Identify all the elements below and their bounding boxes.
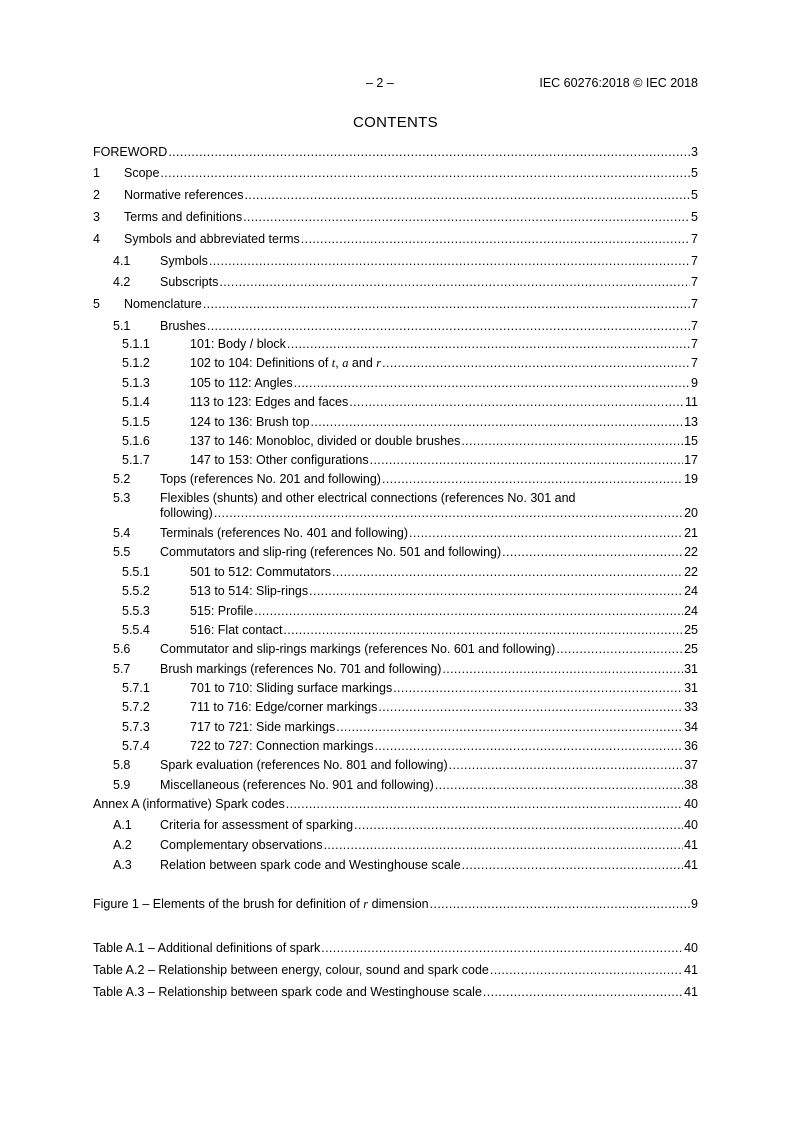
toc-page-number: 22 <box>684 565 698 579</box>
toc-title-part: dimension <box>368 897 429 911</box>
dot-leader <box>245 188 691 202</box>
toc-entry[interactable] <box>93 275 698 292</box>
toc-page-number: 13 <box>684 415 698 429</box>
dot-leader <box>214 506 683 520</box>
toc-page-number: 7 <box>691 319 698 333</box>
toc-page-number: 7 <box>691 275 698 289</box>
toc-number: 5 <box>93 297 100 311</box>
dot-leader <box>207 319 690 333</box>
toc-title-part: , <box>335 356 343 370</box>
toc-title: 137 to 146: Monobloc, divided or double brushes <box>190 434 461 448</box>
toc-page-number: 25 <box>684 623 698 637</box>
table-entry[interactable] <box>93 985 698 1002</box>
dot-leader <box>435 778 683 792</box>
toc-page-number: 11 <box>685 395 698 409</box>
toc-entry[interactable] <box>93 337 698 354</box>
toc-title: Terms and definitions <box>124 210 243 224</box>
toc-number: A.2 <box>113 838 132 852</box>
toc-entry[interactable] <box>93 188 698 205</box>
toc-entry[interactable] <box>93 145 698 162</box>
toc-entry[interactable] <box>93 858 698 875</box>
toc-entry[interactable] <box>93 623 698 640</box>
dot-leader <box>483 985 683 999</box>
toc-number: 5.5.4 <box>122 623 150 637</box>
toc-entry[interactable] <box>93 356 698 373</box>
toc-page-number: 5 <box>691 188 698 202</box>
dot-leader <box>287 337 690 351</box>
toc-page-number: 7 <box>691 232 698 246</box>
toc-page-number: 15 <box>684 434 698 448</box>
toc-title: Complementary observations <box>160 838 323 852</box>
toc-number: 5.1.2 <box>122 356 150 370</box>
toc-number: 5.5.3 <box>122 604 150 618</box>
toc-entry[interactable] <box>93 838 698 855</box>
dot-leader <box>301 232 690 246</box>
table-entry[interactable] <box>93 941 698 958</box>
dot-leader <box>502 545 683 559</box>
toc-page-number: 25 <box>684 642 698 656</box>
toc-entry[interactable] <box>93 700 698 717</box>
toc-page-number: 22 <box>684 545 698 559</box>
toc-title: Commutators and slip-ring (references No. 501 and following) <box>160 545 502 559</box>
toc-title: Symbols <box>160 254 208 268</box>
toc-title: 516: Flat contact <box>190 623 283 637</box>
dot-leader <box>203 297 690 311</box>
toc-entry[interactable] <box>93 491 698 523</box>
toc-title: 124 to 136: Brush top <box>190 415 310 429</box>
dot-leader <box>324 838 684 852</box>
toc-number: 2 <box>93 188 100 202</box>
dot-leader <box>370 453 684 467</box>
toc-number: 5.1.6 <box>122 434 150 448</box>
toc-number: 5.5 <box>113 545 131 559</box>
toc-title: Brush markings (references No. 701 and following) <box>160 662 442 676</box>
toc-number: 5.7 <box>113 662 131 676</box>
toc-page-number: 17 <box>684 453 698 467</box>
page-title: CONTENTS <box>353 114 438 131</box>
toc-page-number: 31 <box>684 681 698 695</box>
italic-symbol: r <box>376 356 382 370</box>
toc-title: Symbols and abbreviated terms <box>124 232 300 246</box>
dot-leader <box>430 897 690 911</box>
toc-page-number: 7 <box>691 337 698 351</box>
toc-entry[interactable] <box>93 545 698 562</box>
toc-title: Flexibles (shunts) and other electrical connections (references No. 301 and <box>160 491 576 505</box>
toc-entry[interactable] <box>93 526 698 543</box>
toc-page-number: 9 <box>691 897 698 911</box>
dot-leader <box>219 275 690 289</box>
toc-title: 711 to 716: Edge/corner markings <box>190 700 378 714</box>
toc-page-number: 19 <box>684 472 698 486</box>
toc-page-number: 9 <box>691 376 698 390</box>
toc-entry[interactable] <box>93 720 698 737</box>
dot-leader <box>382 356 690 370</box>
dot-leader <box>286 797 683 811</box>
toc-title-continued: following) <box>160 506 213 520</box>
toc-title: Relation between spark code and Westinghouse scale <box>160 858 461 872</box>
toc-number: 5.1.4 <box>122 395 150 409</box>
toc-number: 5.9 <box>113 778 131 792</box>
toc-title-part: 102 to 104: Definitions of <box>190 356 332 370</box>
toc-entry[interactable] <box>93 642 698 659</box>
toc-title: Tops (references No. 201 and following) <box>160 472 381 486</box>
toc-entry[interactable] <box>93 297 698 314</box>
toc-page-number: 41 <box>684 963 698 977</box>
toc-entry[interactable] <box>93 797 698 814</box>
dot-leader <box>378 700 683 714</box>
toc-number: 4.1 <box>113 254 131 268</box>
toc-page-number: 40 <box>684 797 698 811</box>
toc-title: Normative references <box>124 188 244 202</box>
toc-title: Table A.1 – Additional definitions of spark <box>93 941 321 955</box>
toc-title: 147 to 153: Other configurations <box>190 453 369 467</box>
toc-number: 3 <box>93 210 100 224</box>
toc-number: 1 <box>93 166 100 180</box>
toc-entry[interactable] <box>93 584 698 601</box>
toc-number: 5.5.1 <box>122 565 150 579</box>
toc-number: 5.8 <box>113 758 131 772</box>
toc-number: 4.2 <box>113 275 131 289</box>
toc-number: 5.7.3 <box>122 720 150 734</box>
toc-page-number: 36 <box>684 739 698 753</box>
toc-title: Miscellaneous (references No. 901 and following) <box>160 778 434 792</box>
standard-reference: IEC 60276:2018 © IEC 2018 <box>539 76 698 90</box>
toc-number: 5.1 <box>113 319 131 333</box>
toc-entry[interactable] <box>93 166 698 183</box>
toc-page-number: 41 <box>684 858 698 872</box>
toc-title: Spark evaluation (references No. 801 and following) <box>160 758 448 772</box>
toc-page-number: 5 <box>691 210 698 224</box>
toc-entry[interactable] <box>93 758 698 775</box>
toc-entry[interactable] <box>93 395 698 412</box>
toc-title: Brushes <box>160 319 206 333</box>
italic-symbol: r <box>363 897 369 911</box>
dot-leader <box>442 662 683 676</box>
toc-number: 5.7.4 <box>122 739 150 753</box>
toc-title: Subscripts <box>160 275 219 289</box>
dot-leader <box>374 739 683 753</box>
toc-page-number: 7 <box>691 254 698 268</box>
toc-page-number: 24 <box>684 584 698 598</box>
toc-entry[interactable] <box>93 778 698 795</box>
dot-leader <box>336 720 683 734</box>
toc-number: A.1 <box>113 818 132 832</box>
dot-leader <box>449 758 683 772</box>
toc-title: 105 to 112: Angles <box>190 376 293 390</box>
toc-entry[interactable] <box>93 210 698 227</box>
dot-leader <box>462 858 683 872</box>
dot-leader <box>309 584 683 598</box>
toc-title <box>190 356 381 371</box>
table-entry[interactable] <box>93 963 698 980</box>
dot-leader <box>409 526 683 540</box>
toc-title: Annex A (informative) Spark codes <box>93 797 285 811</box>
toc-title: 113 to 123: Edges and faces <box>190 395 349 409</box>
figure-entry[interactable] <box>93 897 698 914</box>
toc-title: 513 to 514: Slip-rings <box>190 584 309 598</box>
toc-number: 4 <box>93 232 100 246</box>
dot-leader <box>461 434 683 448</box>
toc-page-number: 33 <box>684 700 698 714</box>
italic-symbol: t <box>331 356 336 370</box>
toc-page-number: 24 <box>684 604 698 618</box>
toc-number: 5.7.1 <box>122 681 150 695</box>
toc-title: 515: Profile <box>190 604 254 618</box>
toc-entry[interactable] <box>93 662 698 679</box>
toc-title: Nomenclature <box>124 297 202 311</box>
toc-title: Scope <box>124 166 160 180</box>
dot-leader <box>209 254 690 268</box>
dot-leader <box>321 941 683 955</box>
dot-leader <box>294 376 690 390</box>
italic-symbol: a <box>342 356 349 370</box>
dot-leader <box>243 210 690 224</box>
toc-title: 717 to 721: Side markings <box>190 720 336 734</box>
page-header <box>93 76 698 92</box>
toc-page-number: 41 <box>684 838 698 852</box>
toc-page-number: 40 <box>684 941 698 955</box>
toc-page-number: 34 <box>684 720 698 734</box>
toc-title: 501 to 512: Commutators <box>190 565 332 579</box>
toc-number: 5.4 <box>113 526 131 540</box>
toc-number: A.3 <box>113 858 132 872</box>
dot-leader <box>393 681 683 695</box>
toc-title-part: and <box>348 356 377 370</box>
toc-number: 5.5.2 <box>122 584 150 598</box>
toc-page-number: 40 <box>684 818 698 832</box>
toc-entry[interactable] <box>93 453 698 470</box>
dot-leader <box>349 395 684 409</box>
toc-entry[interactable] <box>93 254 698 271</box>
toc-page-number: 41 <box>684 985 698 999</box>
toc-title: FOREWORD <box>93 145 168 159</box>
toc-title: 722 to 727: Connection markings <box>190 739 374 753</box>
dot-leader <box>382 472 683 486</box>
dot-leader <box>354 818 683 832</box>
dot-leader <box>254 604 683 618</box>
toc-title: Table A.2 – Relationship between energy, colour, sound and spark code <box>93 963 489 977</box>
toc-title: 701 to 710: Sliding surface markings <box>190 681 393 695</box>
toc-number: 5.6 <box>113 642 131 656</box>
toc-entry[interactable] <box>93 681 698 698</box>
toc-entry[interactable] <box>93 565 698 582</box>
dot-leader <box>168 145 690 159</box>
toc-number: 5.1.1 <box>122 337 150 351</box>
toc-entry[interactable] <box>93 604 698 621</box>
toc-entry[interactable] <box>93 739 698 756</box>
toc-page-number: 7 <box>691 356 698 370</box>
toc-title <box>93 897 429 912</box>
toc-number: 5.2 <box>113 472 131 486</box>
toc-entry[interactable] <box>93 472 698 489</box>
toc-number: 5.7.2 <box>122 700 150 714</box>
toc-entry[interactable] <box>93 434 698 451</box>
toc-entry[interactable] <box>93 232 698 249</box>
toc-page-number: 7 <box>691 297 698 311</box>
toc-page-number: 20 <box>684 506 698 520</box>
toc-number: 5.3 <box>113 491 131 505</box>
toc-page-number: 21 <box>684 526 698 540</box>
toc-entry[interactable] <box>93 376 698 393</box>
toc-title: Table A.3 – Relationship between spark code and Westinghouse scale <box>93 985 482 999</box>
toc-page-number: 31 <box>684 662 698 676</box>
toc-page-number: 37 <box>684 758 698 772</box>
toc-title-part: Figure 1 – Elements of the brush for definition of <box>93 897 364 911</box>
toc-entry[interactable] <box>93 415 698 432</box>
toc-title: 101: Body / block <box>190 337 286 351</box>
dot-leader <box>556 642 683 656</box>
dot-leader <box>283 623 683 637</box>
dot-leader <box>332 565 683 579</box>
page-number: – 2 – <box>366 76 394 90</box>
toc-page-number: 38 <box>684 778 698 792</box>
dot-leader <box>490 963 683 977</box>
toc-page-number: 3 <box>691 145 698 159</box>
toc-entry[interactable] <box>93 319 698 336</box>
toc-number: 5.1.5 <box>122 415 150 429</box>
toc-title: Terminals (references No. 401 and following) <box>160 526 409 540</box>
toc-number: 5.1.3 <box>122 376 150 390</box>
toc-title: Commutator and slip-rings markings (references No. 601 and following) <box>160 642 556 656</box>
dot-leader <box>311 415 684 429</box>
dot-leader <box>160 166 690 180</box>
toc-entry[interactable] <box>93 818 698 835</box>
toc-title: Criteria for assessment of sparking <box>160 818 354 832</box>
toc-number: 5.1.7 <box>122 453 150 467</box>
toc-page-number: 5 <box>691 166 698 180</box>
